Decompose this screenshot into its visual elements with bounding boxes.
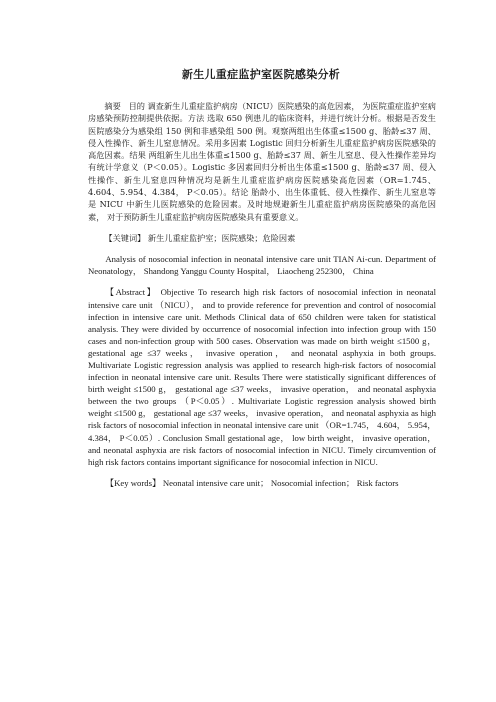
english-keywords-text: Neonatal intensive care unit； Nosocomial infection； Risk factors: [162, 477, 399, 488]
chinese-keywords: 【关键词】 新生儿重症监护室；医院感染；危险因素: [104, 232, 296, 243]
english-title-affiliation: Analysis of nosocomial infection in neonatal intensive care unit TIAN Ai-cun. Department of Neonatology， Shandong Yanggu County Hospital， Liaocheng 252300， China: [88, 254, 436, 277]
paper-title: 新生儿重症监护室医院感染分析: [181, 68, 341, 81]
chinese-abstract: [88, 100, 436, 223]
chinese-abstract-label: 摘要: [104, 101, 121, 111]
chinese-abstract-text: 目的 调查新生儿重症监护病房（NICU）医院感染的高危因素， 为医院重症监护室病房感染预防控制提供依据。方法 选取 650 例患儿的临床资料，并进行统计分析。根据是否发生医院感染分为感染组 150 例和非感染组 500 例。观察两组出生体重≤1500 g、胎龄≤37 周、侵入性操作、新生儿窒息情况。采用多因素 Logistic 回归分析新生儿重症监护病房医院感染的高危因素。结果 两组新生儿出生体重≤1500 g、胎龄≤37 周、新生儿窒息、侵入性操作差异均有统计学意义（P＜0.05）。Logistic 多因素回归分析出生体重≤1500 g、胎龄≤37 周、侵入性操作、新生儿窒息四种情况均是新生儿重症监护病房医院感染高危因素（OR=1.745、4.604、5.954、4.384， P＜0.05）。结论 胎龄小、出生体重低、侵入性操作、新生儿窒息等是 NICU 中新生儿医院感染的危险因素。及时地规避新生儿重症监护病房医院感染的高危因素， 对于预防新生儿重症监护病房医院感染具有重要意义。: [88, 101, 436, 222]
english-abstract-label: 【Abstract】: [105, 287, 157, 298]
english-abstract: [88, 286, 436, 467]
english-keywords: [88, 477, 436, 489]
english-keywords-label: 【Key words】: [105, 477, 161, 488]
english-abstract-text: Objective To research high risk factors of nosocomial infection in neonatal intensive care unit （NICU）， and to provide reference for prevention and control of nosocomial infection in intensive care unit. Methods Clinical data of 650 children were taken for statistical analysis. They were divided by occurrence of nosocomial infection into infection group with 150 cases and non-infection group with 500 cases. Observation was made on birth weight ≤1500 g， gestational age ≤37 weeks， invasive operation， and neonatal asphyxia in both groups. Multivariate Logistic regression analysis was applied to research high-risk factors of nosocomial infection in neonatal intensive care unit. Results There were statistically significant differences of birth weight ≤1500 g， gestational age ≤37 weeks， invasive operation， and neonatal asphyxia between the two groups （P＜0.05）. Multivariate Logistic regression analysis showed birth weight ≤1500 g， gestational age ≤37 weeks， invasive operation， and neonatal asphyxia as high risk factors of nosocomial infection in neonatal intensive care unit （OR=1.745， 4.604， 5.954， 4.384， P＜0.05）. Conclusion Small gestational age， low birth weight， invasive operation， and neonatal asphyxia are risk factors of nosocomial infection in NICU. Timely circumvention of high risk factors contains important significance for nosocomial infection in NICU.: [88, 287, 436, 467]
